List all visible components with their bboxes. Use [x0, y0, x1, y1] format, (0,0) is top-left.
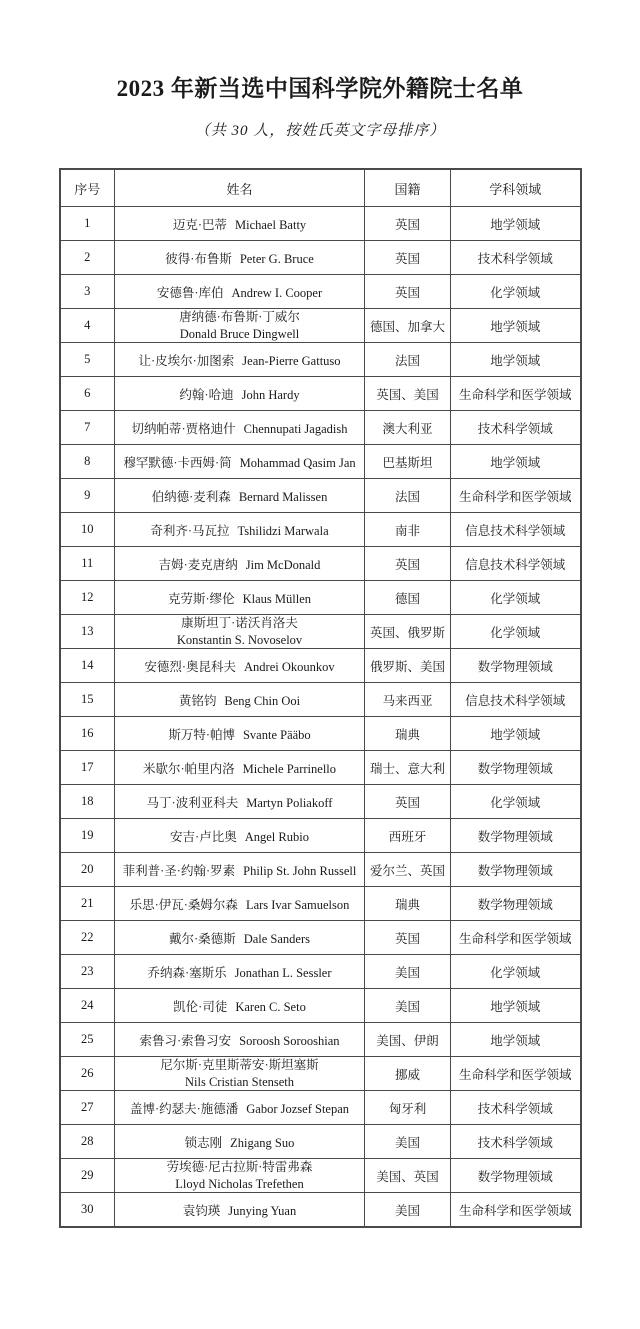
row-number: 21	[60, 887, 115, 921]
nationality-cell: 爱尔兰、英国	[365, 853, 451, 887]
table-row	[60, 581, 581, 615]
field-cell: 化学领域	[451, 955, 581, 989]
table-row	[60, 513, 581, 547]
name-cell	[115, 853, 365, 887]
name-english: Konstantin S. Novoselov	[176, 632, 303, 647]
table-row	[60, 241, 581, 275]
name-english: Svante Pääbo	[242, 727, 311, 742]
field-cell: 生命科学和医学领域	[451, 479, 581, 513]
name-english: Soroosh Sorooshian	[239, 1033, 340, 1048]
name-chinese: 康斯坦丁·诺沃肖洛夫	[181, 616, 298, 630]
table-row	[60, 343, 581, 377]
name-english: John Hardy	[241, 387, 300, 402]
name-cell	[115, 207, 365, 241]
name-cell	[115, 479, 365, 513]
name-chinese: 吉姆·麦克唐纳	[158, 557, 238, 572]
row-number: 24	[60, 989, 115, 1023]
table-row	[60, 411, 581, 445]
name-chinese: 安德烈·奥昆科夫	[144, 659, 237, 674]
name-cell	[115, 683, 365, 717]
row-number: 18	[60, 785, 115, 819]
name-english: Jean-Pierre Gattuso	[242, 353, 341, 368]
name-chinese: 袁钧瑛	[182, 1203, 221, 1218]
field-cell: 地学领域	[451, 717, 581, 751]
name-cell	[115, 1023, 365, 1057]
name-english: Andrei Okounkov	[244, 659, 335, 674]
name-cell	[115, 1057, 365, 1091]
row-number: 15	[60, 683, 115, 717]
name-chinese: 斯万特·帕博	[168, 727, 235, 742]
nationality-cell: 瑞典	[365, 717, 451, 751]
field-cell: 数学物理领域	[451, 887, 581, 921]
name-chinese: 尼尔斯·克里斯蒂安·斯坦塞斯	[160, 1058, 319, 1072]
row-number: 29	[60, 1159, 115, 1193]
field-cell: 技术科学领域	[451, 1125, 581, 1159]
row-number: 11	[60, 547, 115, 581]
field-cell: 数学物理领域	[451, 1159, 581, 1193]
row-number: 7	[60, 411, 115, 445]
table-row	[60, 445, 581, 479]
name-cell	[115, 649, 365, 683]
name-english: Philip St. John Russell	[243, 863, 357, 878]
header-serial-number: 序号	[60, 169, 115, 207]
name-cell	[115, 241, 365, 275]
row-number: 26	[60, 1057, 115, 1091]
field-cell: 化学领域	[451, 785, 581, 819]
field-cell: 信息技术科学领域	[451, 683, 581, 717]
table-row	[60, 853, 581, 887]
nationality-cell: 英国	[365, 241, 451, 275]
name-english: Jonathan L. Sessler	[234, 965, 332, 980]
nationality-cell: 巴基斯坦	[365, 445, 451, 479]
table-row	[60, 785, 581, 819]
page-subtitle: （共 30 人，按姓氏英文字母排序）	[194, 123, 446, 139]
header-nationality: 国籍	[365, 169, 451, 207]
row-number: 27	[60, 1091, 115, 1125]
name-english: Andrew I. Cooper	[231, 285, 323, 300]
name-cell	[115, 309, 365, 343]
nationality-cell: 美国	[365, 1125, 451, 1159]
name-english: Zhigang Suo	[230, 1135, 295, 1150]
name-chinese: 迈克·巴蒂	[172, 217, 227, 232]
field-cell: 技术科学领域	[451, 1091, 581, 1125]
row-number: 25	[60, 1023, 115, 1057]
row-number: 8	[60, 445, 115, 479]
name-chinese: 奇利齐·马瓦拉	[150, 523, 230, 538]
field-cell: 技术科学领域	[451, 411, 581, 445]
name-english: Bernard Malissen	[238, 489, 328, 504]
name-chinese: 索鲁习·索鲁习安	[139, 1033, 232, 1048]
row-number: 30	[60, 1193, 115, 1228]
nationality-cell: 美国	[365, 989, 451, 1023]
row-number: 6	[60, 377, 115, 411]
name-english: Karen C. Seto	[235, 999, 306, 1014]
table-row	[60, 989, 581, 1023]
name-cell	[115, 1091, 365, 1125]
table-row	[60, 683, 581, 717]
name-chinese: 约翰·哈迪	[179, 387, 234, 402]
name-english: Junying Yuan	[228, 1203, 297, 1218]
table-row	[60, 275, 581, 309]
row-number: 14	[60, 649, 115, 683]
nationality-cell: 南非	[365, 513, 451, 547]
row-number: 2	[60, 241, 115, 275]
field-cell: 数学物理领域	[451, 819, 581, 853]
nationality-cell: 美国、伊朗	[365, 1023, 451, 1057]
name-chinese: 穆罕默德·卡西姆·简	[123, 455, 232, 470]
nationality-cell: 美国、英国	[365, 1159, 451, 1193]
name-cell	[115, 989, 365, 1023]
row-number: 16	[60, 717, 115, 751]
nationality-cell: 挪威	[365, 1057, 451, 1091]
name-cell	[115, 1193, 365, 1228]
name-english: Michele Parrinello	[242, 761, 337, 776]
table-row	[60, 1193, 581, 1228]
name-chinese: 锁志刚	[184, 1135, 223, 1150]
field-cell: 数学物理领域	[451, 649, 581, 683]
table-row	[60, 1057, 581, 1091]
nationality-cell: 瑞典	[365, 887, 451, 921]
row-number: 4	[60, 309, 115, 343]
name-english: Martyn Poliakoff	[246, 795, 333, 810]
name-cell	[115, 445, 365, 479]
name-chinese: 凯伦·司徒	[173, 999, 228, 1014]
name-english: Tshilidzi Marwala	[237, 523, 329, 538]
page-title: 2023 年新当选中国科学院外籍院士名单	[116, 76, 524, 101]
name-english: Dale Sanders	[243, 931, 310, 946]
name-cell	[115, 819, 365, 853]
table-row	[60, 309, 581, 343]
field-cell: 地学领域	[451, 343, 581, 377]
table-row	[60, 207, 581, 241]
name-cell	[115, 411, 365, 445]
field-cell: 信息技术科学领域	[451, 547, 581, 581]
table-row	[60, 1023, 581, 1057]
name-chinese: 彼得·布鲁斯	[165, 251, 232, 266]
nationality-cell: 英国	[365, 547, 451, 581]
table-row	[60, 819, 581, 853]
row-number: 9	[60, 479, 115, 513]
nationality-cell: 马来西亚	[365, 683, 451, 717]
name-chinese: 唐纳德·布鲁斯·丁威尔	[179, 310, 300, 324]
name-cell	[115, 1159, 365, 1193]
table-row	[60, 479, 581, 513]
name-english: Peter G. Bruce	[239, 251, 314, 266]
name-cell	[115, 887, 365, 921]
name-chinese: 乔纳森·塞斯乐	[147, 965, 227, 980]
name-chinese: 克劳斯·缪伦	[167, 591, 235, 606]
row-number: 17	[60, 751, 115, 785]
name-english: Michael Batty	[235, 217, 307, 232]
header-row	[60, 169, 581, 207]
field-cell: 数学物理领域	[451, 853, 581, 887]
table-row	[60, 377, 581, 411]
table-row	[60, 887, 581, 921]
nationality-cell: 澳大利亚	[365, 411, 451, 445]
row-number: 28	[60, 1125, 115, 1159]
academicians-table	[59, 168, 582, 1228]
table-row	[60, 547, 581, 581]
nationality-cell: 法国	[365, 343, 451, 377]
header-name: 姓名	[115, 169, 365, 207]
table-row	[60, 751, 581, 785]
field-cell: 信息技术科学领域	[451, 513, 581, 547]
table-row	[60, 1125, 581, 1159]
name-english: Nils Cristian Stenseth	[184, 1074, 295, 1089]
table-header	[60, 169, 581, 207]
field-cell: 地学领域	[451, 1023, 581, 1057]
name-chinese: 安吉·卢比奥	[170, 829, 237, 844]
row-number: 20	[60, 853, 115, 887]
table-row	[60, 955, 581, 989]
name-english: Angel Rubio	[244, 829, 309, 844]
name-cell	[115, 615, 365, 649]
nationality-cell: 德国	[365, 581, 451, 615]
nationality-cell: 英国、俄罗斯	[365, 615, 451, 649]
nationality-cell: 德国、加拿大	[365, 309, 451, 343]
table-row	[60, 717, 581, 751]
nationality-cell: 西班牙	[365, 819, 451, 853]
name-cell	[115, 513, 365, 547]
field-cell: 化学领域	[451, 275, 581, 309]
page	[0, 70, 640, 1329]
name-chinese: 劳埃德·尼古拉斯·特雷弗森	[166, 1160, 313, 1174]
name-english: Gabor Jozsef Stepan	[246, 1101, 350, 1116]
table-row	[60, 921, 581, 955]
nationality-cell: 俄罗斯、美国	[365, 649, 451, 683]
name-cell	[115, 751, 365, 785]
row-number: 3	[60, 275, 115, 309]
name-english: Lars Ivar Samuelson	[245, 897, 350, 912]
nationality-cell: 美国	[365, 1193, 451, 1228]
row-number: 1	[60, 207, 115, 241]
name-cell	[115, 343, 365, 377]
name-english: Jim McDonald	[245, 557, 321, 572]
field-cell: 化学领域	[451, 615, 581, 649]
name-english: Donald Bruce Dingwell	[179, 326, 300, 341]
name-chinese: 米歇尔·帕里内洛	[142, 761, 235, 776]
name-chinese: 伯纳德·麦利森	[151, 489, 231, 504]
nationality-cell: 英国、美国	[365, 377, 451, 411]
name-chinese: 让·皮埃尔·加图索	[138, 353, 235, 368]
row-number: 10	[60, 513, 115, 547]
field-cell: 地学领域	[451, 207, 581, 241]
header-discipline-field: 学科领域	[451, 169, 581, 207]
table-row	[60, 1159, 581, 1193]
name-cell	[115, 921, 365, 955]
field-cell: 地学领域	[451, 989, 581, 1023]
name-chinese: 戴尔·桑德斯	[169, 931, 236, 946]
row-number: 13	[60, 615, 115, 649]
name-chinese: 乐思·伊瓦·桑姆尔森	[129, 897, 238, 912]
row-number: 22	[60, 921, 115, 955]
name-english: Klaus Müllen	[242, 591, 312, 606]
name-cell	[115, 275, 365, 309]
row-number: 12	[60, 581, 115, 615]
field-cell: 地学领域	[451, 309, 581, 343]
field-cell: 地学领域	[451, 445, 581, 479]
row-number: 23	[60, 955, 115, 989]
name-cell	[115, 581, 365, 615]
nationality-cell: 英国	[365, 207, 451, 241]
name-cell	[115, 717, 365, 751]
name-cell	[115, 785, 365, 819]
name-cell	[115, 1125, 365, 1159]
name-chinese: 马丁·波利亚科夫	[146, 795, 239, 810]
field-cell: 生命科学和医学领域	[451, 1057, 581, 1091]
name-chinese: 切纳帕蒂·贾格迪什	[131, 421, 236, 436]
field-cell: 生命科学和医学领域	[451, 1193, 581, 1228]
name-english: Chennupati Jagadish	[243, 421, 348, 436]
name-english: Lloyd Nicholas Trefethen	[175, 1176, 304, 1191]
table-row	[60, 615, 581, 649]
name-chinese: 安德鲁·库伯	[156, 285, 224, 300]
field-cell: 数学物理领域	[451, 751, 581, 785]
nationality-cell: 瑞士、意大利	[365, 751, 451, 785]
name-cell	[115, 547, 365, 581]
name-chinese: 黄铭钧	[178, 693, 217, 708]
name-english: Mohammad Qasim Jan	[239, 455, 356, 470]
row-number: 19	[60, 819, 115, 853]
table-body	[60, 207, 581, 1228]
table-row	[60, 1091, 581, 1125]
name-chinese: 菲利普·圣·约翰·罗素	[122, 863, 236, 878]
row-number: 5	[60, 343, 115, 377]
field-cell: 生命科学和医学领域	[451, 921, 581, 955]
name-english: Beng Chin Ooi	[224, 693, 301, 708]
name-cell	[115, 377, 365, 411]
field-cell: 化学领域	[451, 581, 581, 615]
field-cell: 技术科学领域	[451, 241, 581, 275]
nationality-cell: 美国	[365, 955, 451, 989]
table-row	[60, 649, 581, 683]
nationality-cell: 英国	[365, 785, 451, 819]
nationality-cell: 英国	[365, 275, 451, 309]
name-chinese: 盖博·约瑟夫·施德潘	[129, 1101, 239, 1116]
name-cell	[115, 955, 365, 989]
nationality-cell: 匈牙利	[365, 1091, 451, 1125]
field-cell: 生命科学和医学领域	[451, 377, 581, 411]
nationality-cell: 英国	[365, 921, 451, 955]
nationality-cell: 法国	[365, 479, 451, 513]
